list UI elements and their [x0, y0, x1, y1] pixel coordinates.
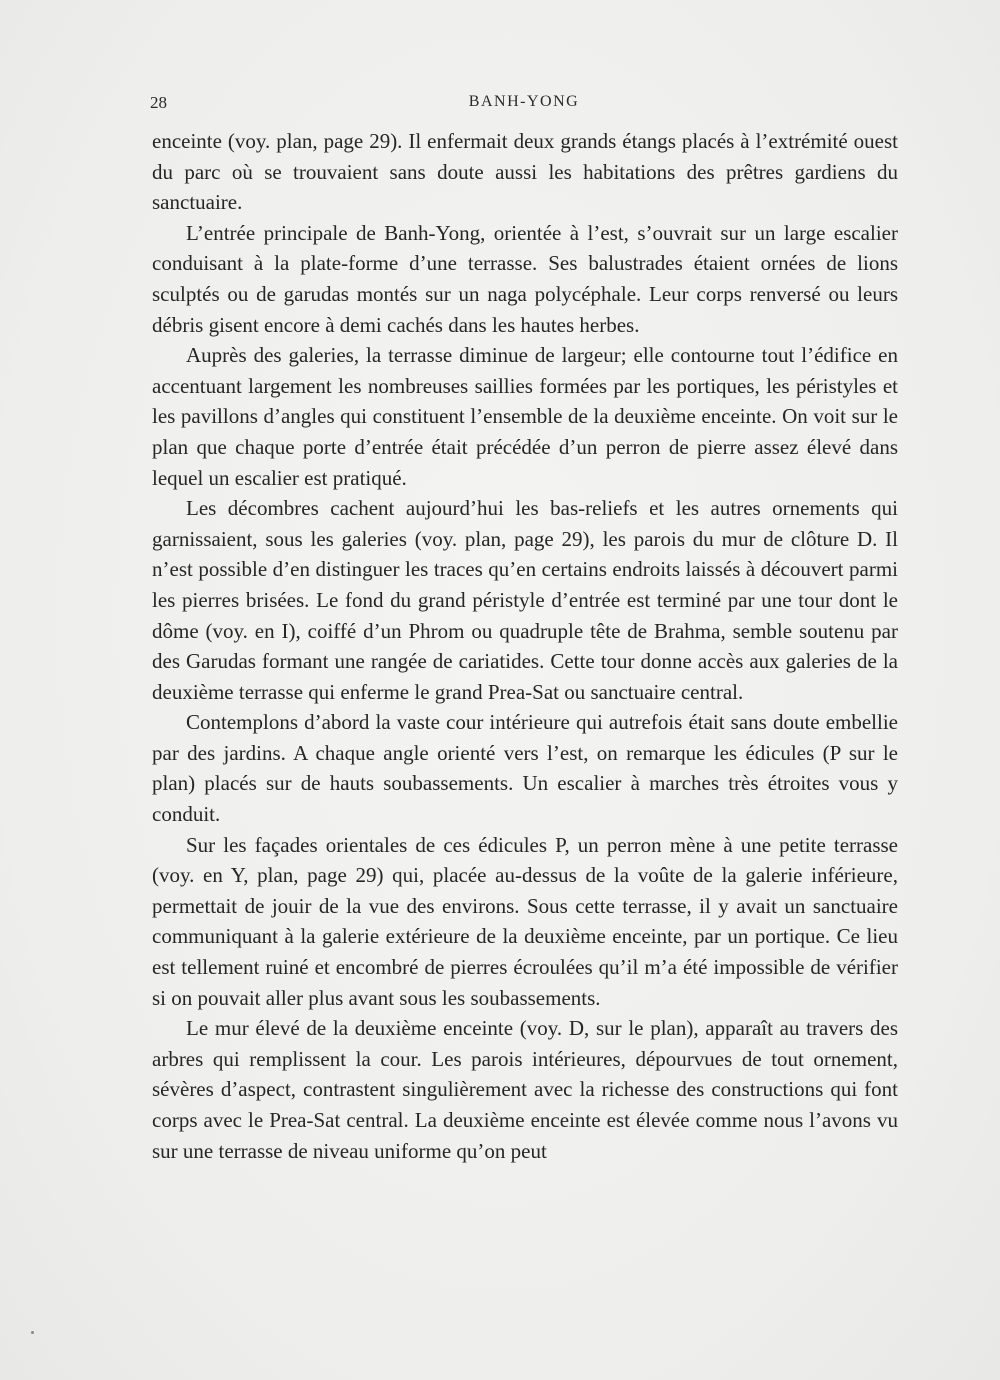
paragraph: Les décombres cachent aujourd’hui les bas-reliefs et les autres ornements qui garnissaient, sous les galeries (voy. plan, page 29), les parois du mur de clôture D. Il n’est possible d’en distinguer les traces qu’en certains endroits laissés à découvert parmi les pierres brisées. Le fond du grand péristyle d’entrée est terminé par une tour dont le dôme (voy. en I), coiffé d’un Phrom ou quadruple tête de Brahma, semble soutenu par des Garudas formant une rangée de cariatides. Cette tour donne accès aux galeries de la deuxième terrasse qui enferme le grand Prea-Sat ou sanctuaire central. — [152, 496, 898, 704]
page-number: 28 — [150, 93, 167, 112]
body-text — [152, 126, 898, 1166]
paragraph: Auprès des galeries, la terrasse diminue de largeur; elle contourne tout l’édifice en accentuant largement les nombreuses saillies formées par les portiques, les péristyles et les pavillons d’angles qui constituent l’ensemble de la deuxième enceinte. On voit sur le plan que chaque porte d’entrée était précédée d’un perron de pierre assez élevé dans lequel un escalier est pratiqué. — [152, 343, 898, 490]
running-head — [150, 93, 898, 117]
paragraph: enceinte (voy. plan, page 29). Il enfermait deux grands étangs placés à l’extrémité ouest du parc où se trouvaient sans doute aussi les habitations des prêtres gardiens du sanctuaire. — [152, 129, 898, 215]
paragraph: Sur les façades orientales de ces édicules P, un perron mène à une petite terrasse (voy. en Y, plan, page 29) qui, placée au-dessus de la voûte de la galerie inférieure, permettait de jouir de la vue des environs. Sous cette terrasse, il y avait un sanctuaire communiquant à la galerie extérieure de la deuxième enceinte, par un portique. Ce lieu est tellement ruiné et encombré de pierres écroulées qu’il m’a été impossible de vérifier si on pouvait aller plus avant sous les soubassements. — [152, 832, 898, 1010]
paper-speck — [31, 1331, 34, 1334]
paragraph: Le mur élevé de la deuxième enceinte (voy. D, sur le plan), apparaît au travers des arbres qui remplissent la cour. Les parois intérieures, dépourvues de tout ornement, sévères d’aspect, contrastent singulièrement avec la richesse des constructions qui font corps avec le Prea-Sat central. La deuxième enceinte est élevée comme nous l’avons vu sur une terrasse de niveau uniforme qu’on peut — [152, 1016, 898, 1163]
running-title: BANH-YONG — [468, 93, 580, 110]
paragraph: Contemplons d’abord la vaste cour intérieure qui autrefois était sans doute embellie par des jardins. A chaque angle orienté vers l’est, on remarque les édicules (P sur le plan) placés sur de hauts soubassements. Un escalier à marches très étroites vous y conduit. — [152, 710, 898, 827]
paragraph: L’entrée principale de Banh-Yong, orientée à l’est, s’ouvrait sur un large escalier conduisant à la plate-forme d’une terrasse. Ses balustrades étaient ornées de lions sculptés ou de garudas montés sur un naga polycéphale. Leur corps renversé ou leurs débris gisent encore à demi cachés dans les hautes herbes. — [152, 220, 898, 337]
